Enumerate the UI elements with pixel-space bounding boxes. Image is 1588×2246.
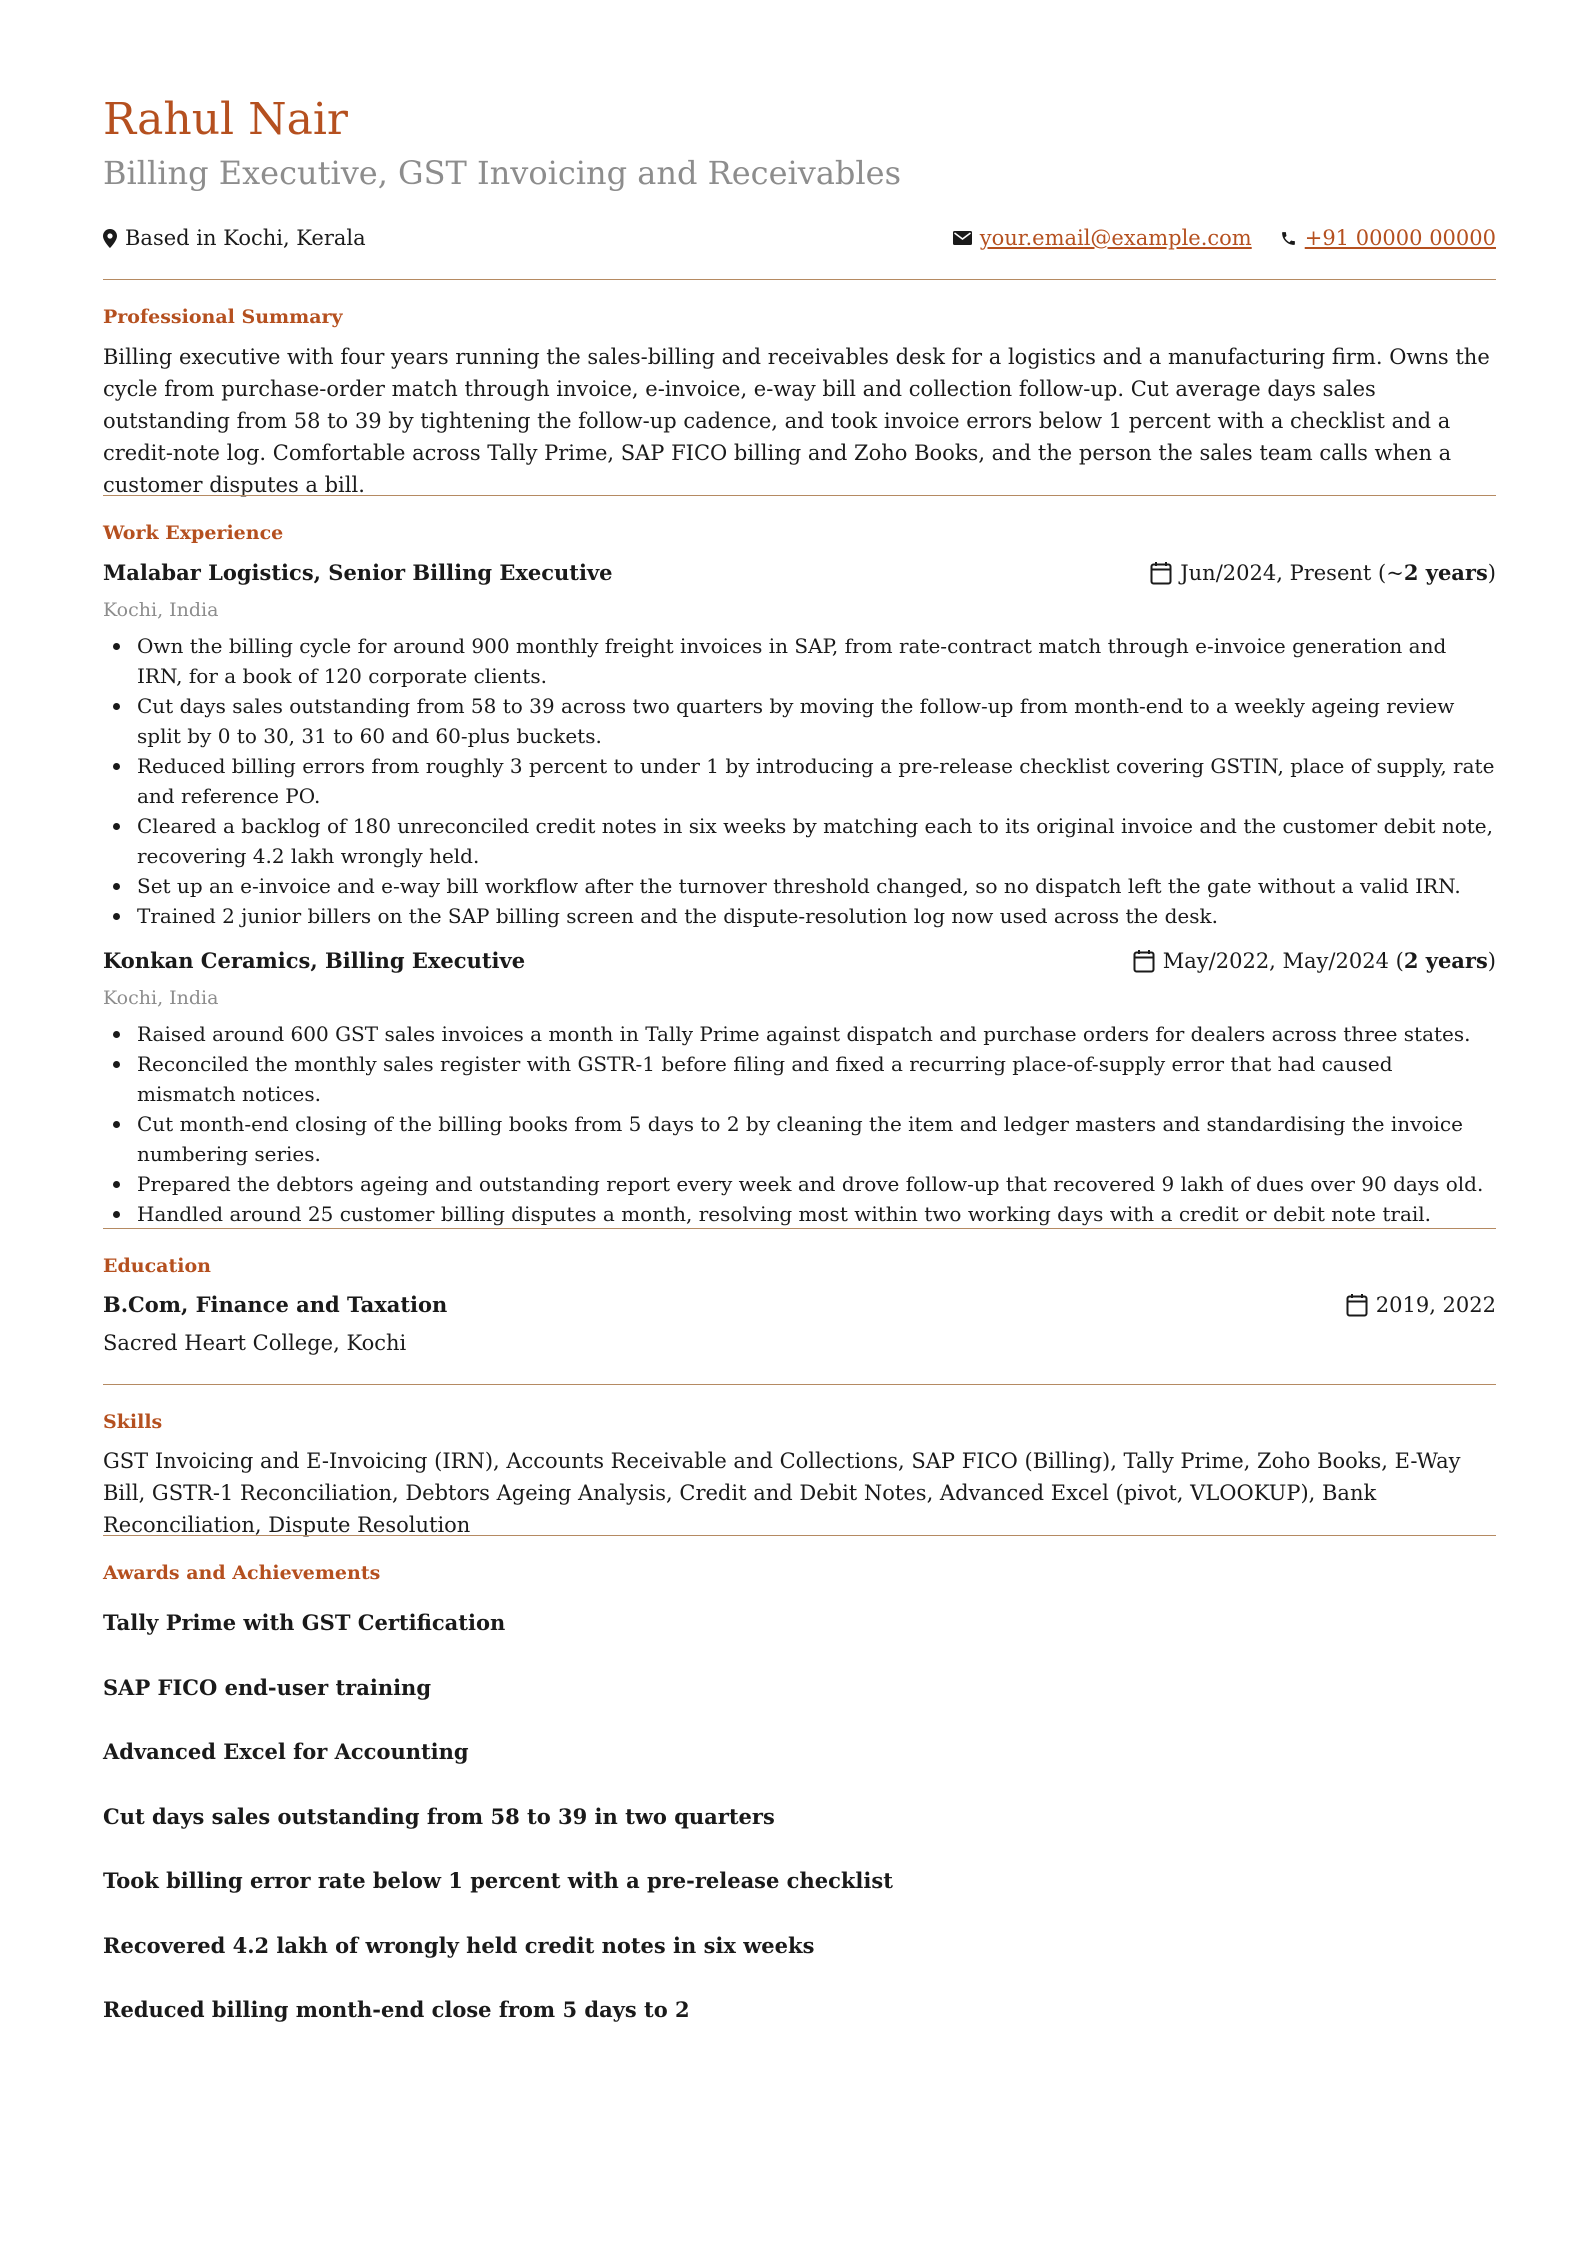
list-item: Set up an e-invoice and e-way bill workflow after the turnover threshold changed, so no dispatch left the gate without a valid IRN.	[137, 871, 1496, 901]
experience-heading: Work Experience	[103, 522, 284, 544]
list-item: Prepared the debtors ageing and outstanding report every week and drove follow-up that recovered 9 lakh of dues over 90 days old.	[137, 1169, 1496, 1199]
education-dates: 2019, 2022	[1346, 1290, 1496, 1320]
location-text: Based in Kochi, Kerala	[125, 226, 366, 250]
education-heading: Education	[103, 1255, 211, 1277]
award-item: Tally Prime with GST Certification	[103, 1610, 506, 1635]
list-item: Reduced billing errors from roughly 3 percent to under 1 by introducing a pre-release checklist covering GSTIN, place of supply, rate and reference PO.	[137, 751, 1496, 811]
list-item: Cut days sales outstanding from 58 to 39 across two quarters by moving the follow-up from month-end to a weekly ageing review split by 0 to 30, 31 to 60 and 60-plus buckets.	[137, 691, 1496, 751]
award-item: Advanced Excel for Accounting	[103, 1739, 469, 1764]
list-item: Reconciled the monthly sales register with GSTR-1 before filing and fixed a recurring place-of-supply error that had caused mismatch notices.	[137, 1049, 1496, 1109]
section-divider	[103, 1384, 1496, 1385]
list-item: Raised around 600 GST sales invoices a month in Tally Prime against dispatch and purchase orders for dealers across three states.	[137, 1019, 1496, 1049]
awards-heading: Awards and Achievements	[103, 1562, 381, 1584]
calendar-icon	[1346, 1293, 1368, 1317]
summary-text: Billing executive with four years running the sales-billing and receivables desk for a logistics and a manufacturing firm. Owns the cycle from purchase-order match through invoice, e-invoice, e-way bill and collection follow-up. Cut average days sales outstanding from 58 to 39 by tightening the follow-up cadence, and took invoice errors below 1 percent with a checklist and a credit-note log. Comfortable across Tally Prime, SAP FICO billing and Zoho Books, and the person the sales team calls when a customer disputes a bill.	[103, 345, 1490, 497]
education-header	[103, 1290, 1496, 1320]
job-header	[103, 946, 1496, 976]
school-name: Sacred Heart College, Kochi	[103, 1331, 407, 1355]
job-header	[103, 558, 1496, 588]
list-item: Own the billing cycle for around 900 monthly freight invoices in SAP, from rate-contract match through e-invoice generation and IRN, for a book of 120 corporate clients.	[137, 631, 1496, 691]
section-divider	[103, 279, 1496, 280]
calendar-icon	[1133, 949, 1155, 973]
award-item: Reduced billing month-end close from 5 days to 2	[103, 1997, 690, 2022]
job-dates: May/2022, May/2024 ( 2 years )	[1133, 946, 1496, 976]
list-item: Cut month-end closing of the billing books from 5 days to 2 by cleaning the item and ledger masters and standardising the invoice numbering series.	[137, 1109, 1496, 1169]
job-bullets	[103, 631, 1496, 931]
job-location: Kochi, India	[103, 987, 219, 1009]
list-item: Handled around 25 customer billing disputes a month, resolving most within two working days with a credit or debit note trail.	[137, 1199, 1496, 1229]
phone-icon	[1280, 230, 1297, 247]
award-item: SAP FICO end-user training	[103, 1675, 432, 1700]
award-item: Cut days sales outstanding from 58 to 39 in two quarters	[103, 1804, 775, 1829]
list-item: Cleared a backlog of 180 unreconciled credit notes in six weeks by matching each to its original invoice and the customer debit note, recovering 4.2 lakh wrongly held.	[137, 811, 1496, 871]
map-pin-icon	[103, 229, 117, 248]
job-title: Konkan Ceramics, Billing Executive	[103, 948, 526, 973]
section-divider	[103, 1535, 1496, 1536]
calendar-icon	[1150, 561, 1172, 585]
email-link[interactable]: your.email@example.com	[979, 226, 1252, 250]
contact-links	[953, 226, 1496, 250]
list-item: Trained 2 junior billers on the SAP billing screen and the dispute-resolution log now used across the desk.	[137, 901, 1496, 931]
job-title: Malabar Logistics, Senior Billing Executive	[103, 560, 613, 585]
job-bullets	[103, 1019, 1496, 1229]
section-divider	[103, 495, 1496, 496]
job-location: Kochi, India	[103, 599, 219, 621]
award-item: Recovered 4.2 lakh of wrongly held credit notes in six weeks	[103, 1933, 815, 1958]
candidate-name: Rahul Nair	[103, 94, 348, 145]
job-dates: Jun/2024, Present (~ 2 years )	[1150, 558, 1496, 588]
skills-heading: Skills	[103, 1411, 163, 1433]
skills-text: GST Invoicing and E-Invoicing (IRN), Accounts Receivable and Collections, SAP FICO (Billing), Tally Prime, Zoho Books, E-Way Bill, GSTR-1 Reconciliation, Debtors Ageing Analysis, Credit and Debit Notes, Advanced Excel (pivot, VLOOKUP), Bank Reconciliation, Dispute Resolution	[103, 1449, 1461, 1537]
award-item: Took billing error rate below 1 percent with a pre-release checklist	[103, 1868, 893, 1893]
summary-heading: Professional Summary	[103, 306, 343, 328]
candidate-headline: Billing Executive, GST Invoicing and Receivables	[103, 154, 901, 192]
degree-title: B.Com, Finance and Taxation	[103, 1292, 448, 1317]
contact-bar	[103, 226, 1496, 256]
section-divider	[103, 1228, 1496, 1229]
phone-link[interactable]: +91 00000 00000	[1304, 226, 1496, 250]
location	[103, 226, 366, 250]
envelope-icon	[953, 231, 972, 245]
